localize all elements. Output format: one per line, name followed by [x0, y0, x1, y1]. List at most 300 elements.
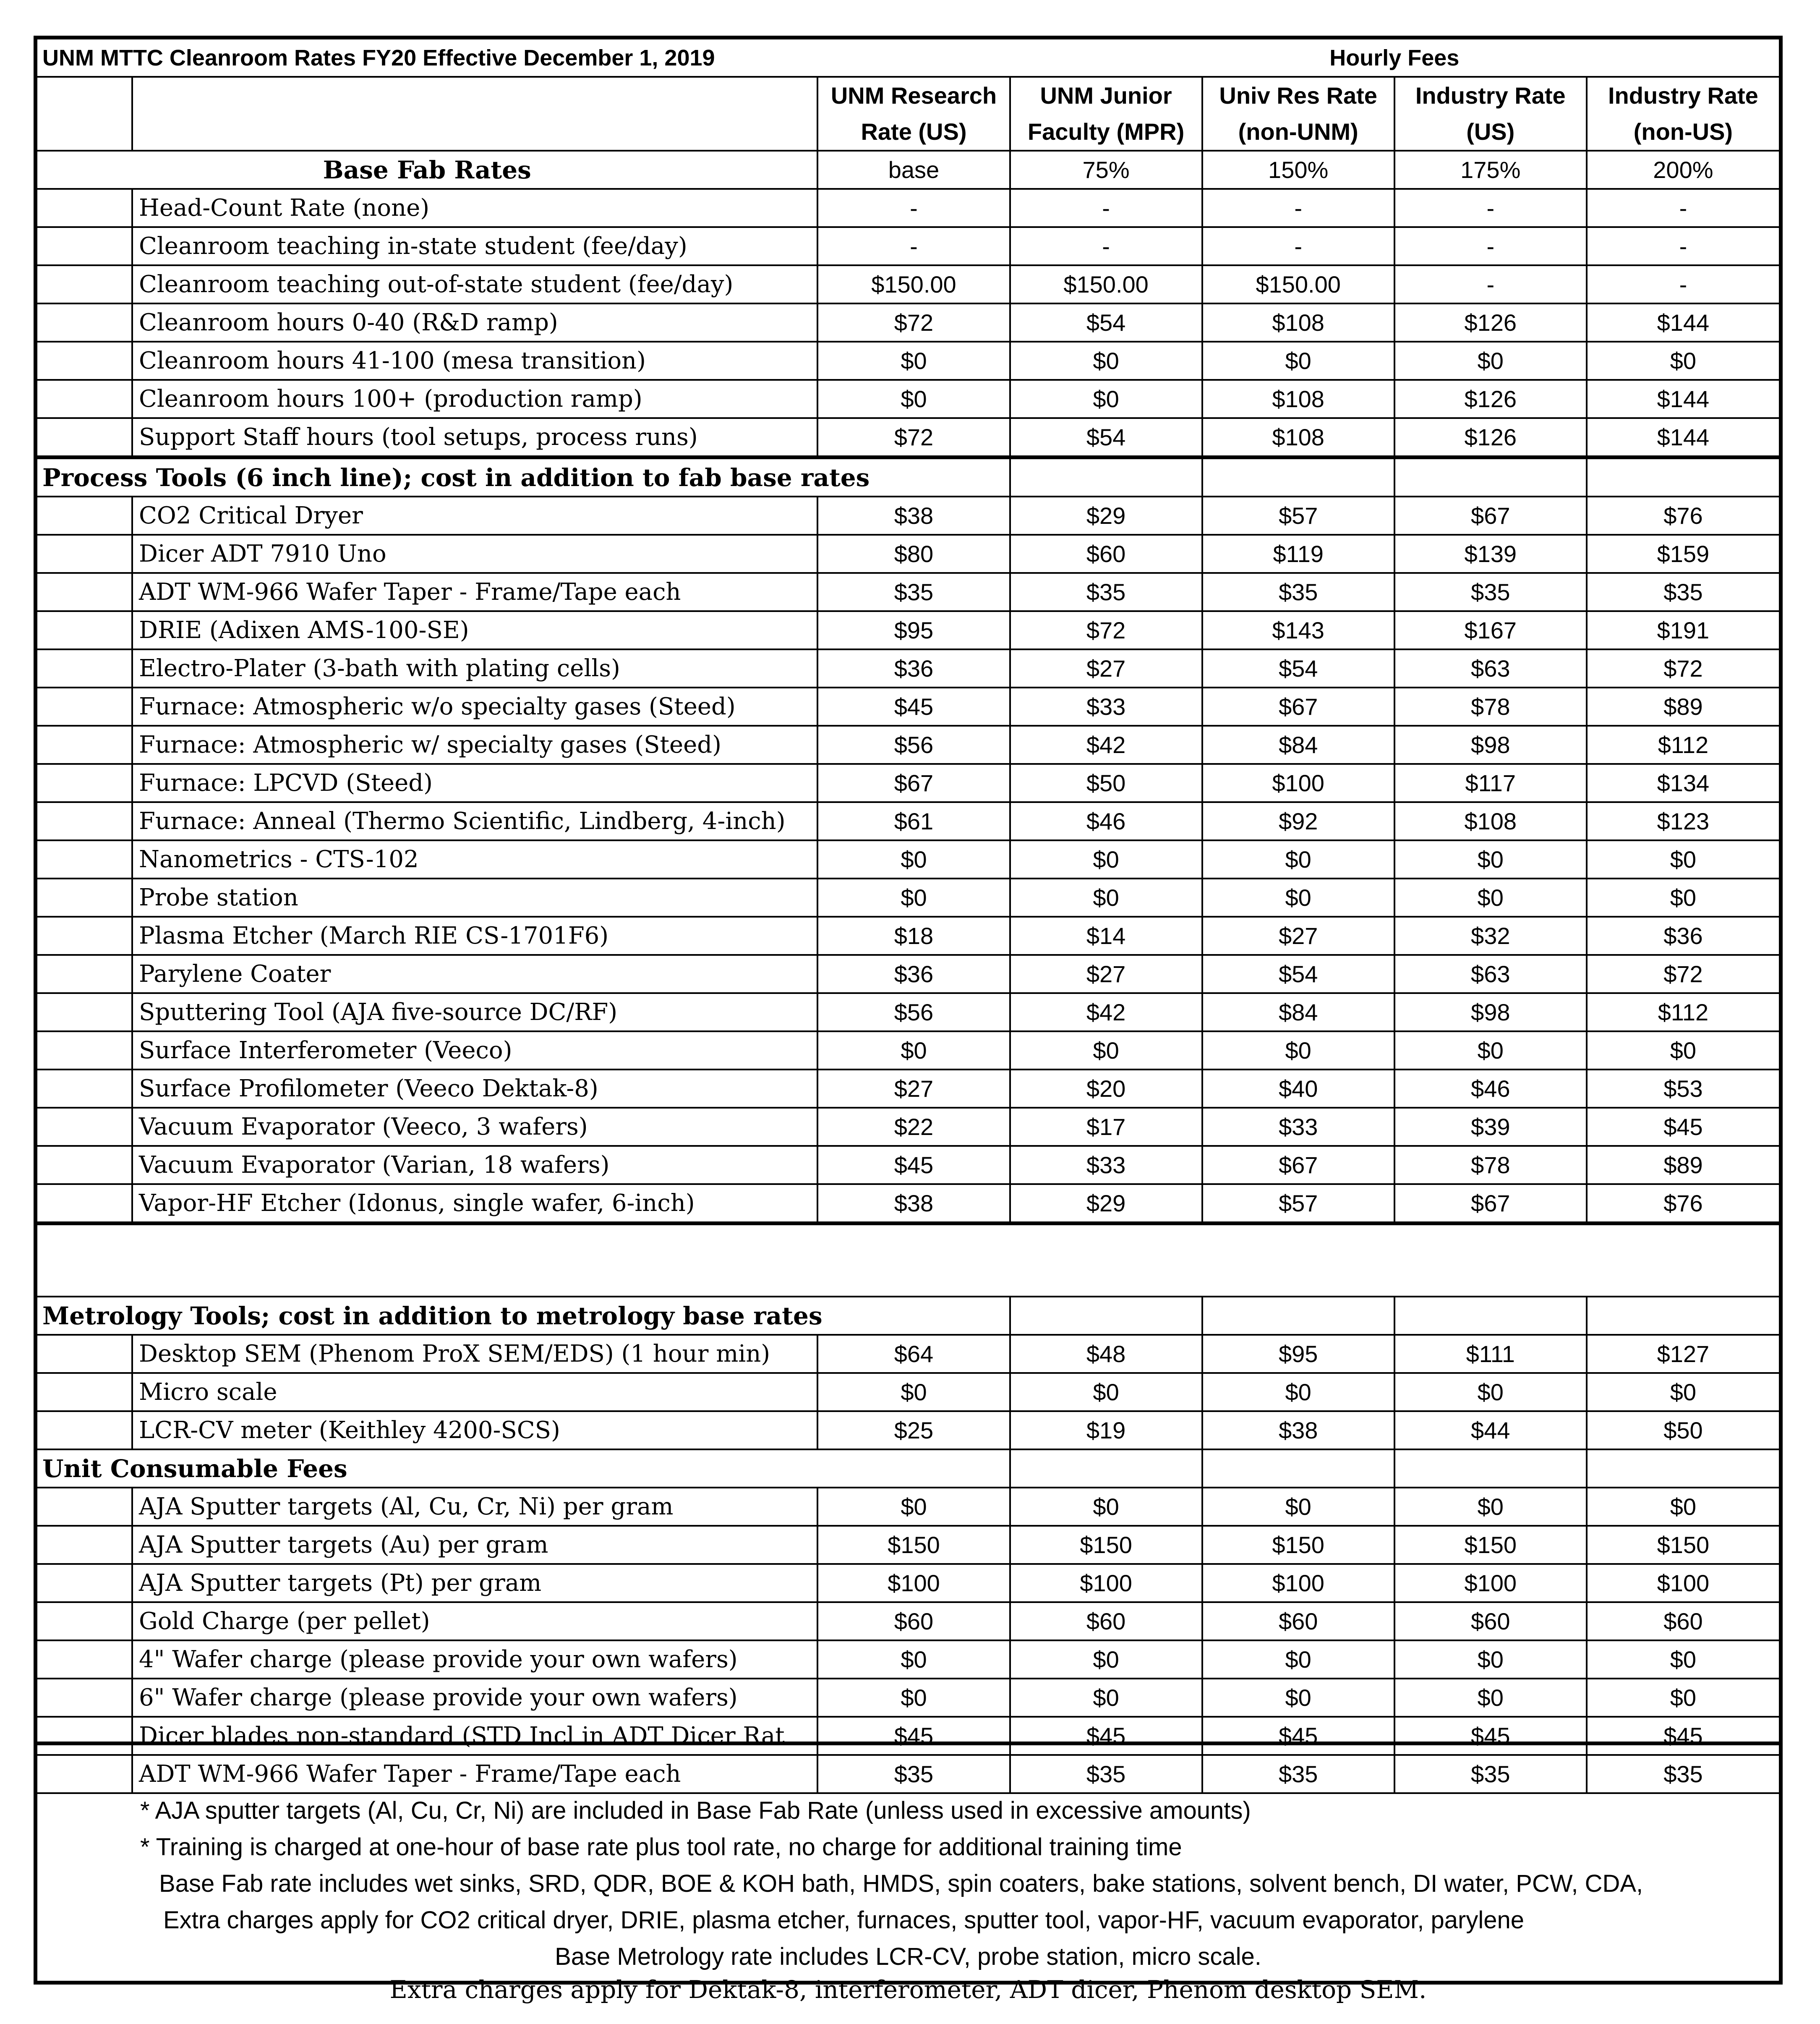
empty-cell — [1587, 1449, 1779, 1488]
rate-cell: $53 — [1587, 1070, 1779, 1108]
row-label: Dicer blades non-standard (STD Incl in ADT Dicer Rat — [132, 1717, 817, 1755]
indent-cell — [37, 764, 132, 802]
empty-cell — [1587, 458, 1779, 497]
row-label: CO2 Critical Dryer — [132, 497, 817, 535]
rate-cell: $0 — [1394, 1373, 1587, 1411]
rate-cell: $100 — [1587, 1564, 1779, 1602]
row-label: AJA Sputter targets (Au) per gram — [132, 1526, 817, 1564]
rate-cell: $54 — [1010, 303, 1202, 342]
table-row — [37, 497, 1779, 535]
rate-cell: $0 — [1394, 1640, 1587, 1679]
row-label: Furnace: Atmospheric w/ specialty gases (Steed) — [132, 726, 817, 764]
indent-cell — [37, 227, 132, 265]
rate-cell: $0 — [1010, 380, 1202, 418]
rate-cell: $126 — [1394, 380, 1587, 418]
indent-cell — [37, 649, 132, 688]
table-row — [37, 611, 1779, 649]
rate-cell: $45 — [1010, 1717, 1202, 1755]
empty-cell — [1394, 1297, 1587, 1335]
rate-cell: $108 — [1202, 303, 1394, 342]
rate-cell: $0 — [817, 879, 1010, 917]
multiplier: 175% — [1394, 151, 1587, 189]
rate-cell: $72 — [1010, 611, 1202, 649]
indent-cell — [37, 1564, 132, 1602]
rate-cell: $144 — [1587, 303, 1779, 342]
rate-cell: $126 — [1394, 418, 1587, 458]
table-row — [37, 1146, 1779, 1184]
rate-cell: $111 — [1394, 1335, 1587, 1373]
rate-cell: $45 — [1587, 1108, 1779, 1146]
rate-cell: $67 — [1202, 688, 1394, 726]
row-label: Micro scale — [132, 1373, 817, 1411]
rate-cell: $191 — [1587, 611, 1779, 649]
rate-cell: $0 — [1587, 1488, 1779, 1526]
indent-cell — [37, 688, 132, 726]
table-row — [37, 1640, 1779, 1679]
rate-cell: $35 — [1202, 1755, 1394, 1793]
rate-cell: - — [1587, 265, 1779, 303]
rate-cell: $0 — [1010, 1488, 1202, 1526]
rate-cell: $38 — [1202, 1411, 1394, 1449]
spacer-cell — [37, 1224, 1779, 1297]
table-row — [37, 1411, 1779, 1449]
row-label: Furnace: Anneal (Thermo Scientific, Lindberg, 4-inch) — [132, 802, 817, 840]
table-row — [37, 1031, 1779, 1070]
rate-cell: $19 — [1010, 1411, 1202, 1449]
rate-cell: $0 — [1394, 1679, 1587, 1717]
row-label: 4" Wafer charge (please provide your own wafers) — [132, 1640, 817, 1679]
rate-cell: $0 — [1394, 840, 1587, 879]
indent-cell — [37, 1411, 132, 1449]
spacer-row — [37, 1224, 1779, 1297]
rate-cell: $100 — [1010, 1564, 1202, 1602]
indent-cell — [37, 840, 132, 879]
rate-cell: $29 — [1010, 497, 1202, 535]
row-label: ADT WM-966 Wafer Taper - Frame/Tape each — [132, 1755, 817, 1793]
rate-cell: $35 — [1010, 573, 1202, 611]
note-line: * Training is charged at one-hour of base rate plus tool rate, no charge for additional training time — [140, 1833, 1182, 1861]
row-label: Cleanroom hours 41-100 (mesa transition) — [132, 342, 817, 380]
indent-cell — [37, 1031, 132, 1070]
rate-cell: $27 — [1010, 649, 1202, 688]
rate-cell: $45 — [817, 688, 1010, 726]
rate-cell: - — [1010, 189, 1202, 227]
indent-cell — [37, 535, 132, 573]
rate-cell: $0 — [1010, 1031, 1202, 1070]
row-label: Head-Count Rate (none) — [132, 189, 817, 227]
rate-cell: $60 — [1010, 535, 1202, 573]
rate-cell: - — [817, 189, 1010, 227]
rate-cell: $50 — [1587, 1411, 1779, 1449]
table-row — [37, 1335, 1779, 1373]
notes-section — [37, 1742, 1779, 2004]
rate-cell: $54 — [1010, 418, 1202, 458]
row-label: AJA Sputter targets (Pt) per gram — [132, 1564, 817, 1602]
rate-cell: - — [1394, 227, 1587, 265]
rate-cell: $150 — [1010, 1526, 1202, 1564]
hourly-fees-label: Hourly Fees — [1010, 39, 1779, 77]
rate-cell: $0 — [1587, 879, 1779, 917]
rate-cell: $0 — [1394, 1488, 1587, 1526]
rate-cell: $139 — [1394, 535, 1587, 573]
indent-cell — [37, 265, 132, 303]
rate-cell: $57 — [1202, 497, 1394, 535]
rate-cell: - — [1394, 265, 1587, 303]
multiplier: base — [817, 151, 1010, 189]
table-row — [37, 342, 1779, 380]
table-row — [37, 1373, 1779, 1411]
rate-cell: $78 — [1394, 688, 1587, 726]
row-label: Surface Interferometer (Veeco) — [132, 1031, 817, 1070]
indent-cell — [37, 303, 132, 342]
rate-cell: - — [1394, 189, 1587, 227]
section-heading: Metrology Tools; cost in addition to metrology base rates — [37, 1297, 1010, 1335]
table-row — [37, 917, 1779, 955]
section-heading-row — [37, 458, 1779, 497]
rate-cell: $38 — [817, 1184, 1010, 1224]
rate-cell: $38 — [817, 497, 1010, 535]
rate-cell: $35 — [1587, 1755, 1779, 1793]
rate-cell: $60 — [1202, 1602, 1394, 1640]
rate-cell: $27 — [817, 1070, 1010, 1108]
rate-cell: $0 — [1202, 1031, 1394, 1070]
rate-cell: $159 — [1587, 535, 1779, 573]
table-row — [37, 535, 1779, 573]
col-header-industry-us: Industry Rate (US) — [1394, 77, 1587, 151]
row-label: Cleanroom teaching out-of-state student (fee/day) — [132, 265, 817, 303]
rate-cell: $46 — [1394, 1070, 1587, 1108]
rate-cell: $108 — [1202, 418, 1394, 458]
rate-sheet — [34, 36, 1783, 2004]
rate-cell: $39 — [1394, 1108, 1587, 1146]
rate-cell: $0 — [1202, 1373, 1394, 1411]
rate-cell: $150 — [817, 1526, 1010, 1564]
rate-cell: $48 — [1010, 1335, 1202, 1373]
row-label: 6" Wafer charge (please provide your own wafers) — [132, 1679, 817, 1717]
rate-cell: $54 — [1202, 649, 1394, 688]
rate-cell: $27 — [1010, 955, 1202, 993]
indent-cell — [37, 1070, 132, 1108]
rate-cell: $63 — [1394, 955, 1587, 993]
table-row — [37, 1526, 1779, 1564]
rate-cell: $20 — [1010, 1070, 1202, 1108]
table-row — [37, 1679, 1779, 1717]
rate-cell: $57 — [1202, 1184, 1394, 1224]
table-row — [37, 802, 1779, 840]
note-line: Extra charges apply for CO2 critical dryer, DRIE, plasma etcher, furnaces, sputter tool, vapor-HF, vacuum evaporator, parylene — [163, 1906, 1524, 1934]
rate-cell: $112 — [1587, 993, 1779, 1031]
rate-cell: $64 — [817, 1335, 1010, 1373]
rate-cell: $40 — [1202, 1070, 1394, 1108]
table-row — [37, 1070, 1779, 1108]
rate-cell: $0 — [1202, 879, 1394, 917]
row-label: Cleanroom teaching in-state student (fee/day) — [132, 227, 817, 265]
rate-cell: $22 — [817, 1108, 1010, 1146]
rate-cell: $0 — [1587, 1679, 1779, 1717]
rate-cell: $72 — [817, 303, 1010, 342]
rate-cell: $127 — [1587, 1335, 1779, 1373]
indent-cell — [37, 726, 132, 764]
rate-cell: $18 — [817, 917, 1010, 955]
indent-cell — [37, 1108, 132, 1146]
base-fab-heading: Base Fab Rates — [37, 151, 817, 189]
table-row — [37, 227, 1779, 265]
rate-cell: $67 — [1202, 1146, 1394, 1184]
row-label: Electro-Plater (3-bath with plating cells) — [132, 649, 817, 688]
rate-cell: $80 — [817, 535, 1010, 573]
rate-cell: $100 — [1394, 1564, 1587, 1602]
rate-cell: $56 — [817, 993, 1010, 1031]
rate-cell: $27 — [1202, 917, 1394, 955]
multiplier: 200% — [1587, 151, 1779, 189]
col-header-industry-non-us: Industry Rate (non-US) — [1587, 77, 1779, 151]
rate-cell: $150 — [1587, 1526, 1779, 1564]
rate-cell: $42 — [1010, 726, 1202, 764]
rate-cell: $46 — [1010, 802, 1202, 840]
rate-cell: $112 — [1587, 726, 1779, 764]
rate-cell: $0 — [817, 1640, 1010, 1679]
indent-cell — [37, 497, 132, 535]
row-label: ADT WM-966 Wafer Taper - Frame/Tape each — [132, 573, 817, 611]
rate-cell: $0 — [1394, 1031, 1587, 1070]
indent-cell — [37, 879, 132, 917]
rate-cell: $14 — [1010, 917, 1202, 955]
rate-cell: $61 — [817, 802, 1010, 840]
header-blank — [37, 77, 132, 151]
empty-cell — [1010, 1297, 1202, 1335]
rate-cell: $33 — [1010, 1146, 1202, 1184]
rate-cell: $29 — [1010, 1184, 1202, 1224]
indent-cell — [37, 1640, 132, 1679]
rate-cell: $33 — [1010, 688, 1202, 726]
rate-cell: $84 — [1202, 726, 1394, 764]
rate-cell: $167 — [1394, 611, 1587, 649]
rate-cell: $119 — [1202, 535, 1394, 573]
row-label: Furnace: Atmospheric w/o specialty gases (Steed) — [132, 688, 817, 726]
empty-cell — [1394, 1449, 1587, 1488]
row-label: Sputtering Tool (AJA five-source DC/RF) — [132, 993, 817, 1031]
empty-cell — [1587, 1297, 1779, 1335]
table-row — [37, 1184, 1779, 1224]
table-row — [37, 688, 1779, 726]
indent-cell — [37, 1335, 132, 1373]
rate-cell: $72 — [1587, 955, 1779, 993]
rate-cell: $67 — [817, 764, 1010, 802]
rate-cell: $0 — [1587, 840, 1779, 879]
table-row — [37, 418, 1779, 458]
rate-cell: $150.00 — [1202, 265, 1394, 303]
row-label: Surface Profilometer (Veeco Dektak-8) — [132, 1070, 817, 1108]
table-row — [37, 303, 1779, 342]
note-line: Base Fab rate includes wet sinks, SRD, QDR, BOE & KOH bath, HMDS, spin coaters, bake stations, solvent bench, DI water, PCW, CDA, — [159, 1870, 1643, 1897]
rate-cell: $89 — [1587, 1146, 1779, 1184]
indent-cell — [37, 1488, 132, 1526]
rate-cell: $60 — [817, 1602, 1010, 1640]
sheet-title: UNM MTTC Cleanroom Rates FY20 Effective December 1, 2019 — [37, 39, 1010, 77]
rate-cell: $100 — [1202, 1564, 1394, 1602]
rate-cell: $95 — [1202, 1335, 1394, 1373]
rate-cell: $95 — [817, 611, 1010, 649]
rate-cell: $35 — [1394, 573, 1587, 611]
rate-cell: $45 — [1587, 1717, 1779, 1755]
table-row — [37, 840, 1779, 879]
rate-cell: $0 — [1587, 1640, 1779, 1679]
rate-cell: $72 — [1587, 649, 1779, 688]
rate-cell: $44 — [1394, 1411, 1587, 1449]
rate-cell: $0 — [817, 380, 1010, 418]
rate-cell: $45 — [1394, 1717, 1587, 1755]
rate-cell: $54 — [1202, 955, 1394, 993]
rate-cell: $33 — [1202, 1108, 1394, 1146]
rate-cell: $108 — [1394, 802, 1587, 840]
row-label: Vapor-HF Etcher (Idonus, single wafer, 6-inch) — [132, 1184, 817, 1224]
rate-cell: $126 — [1394, 303, 1587, 342]
rate-cell: $60 — [1587, 1602, 1779, 1640]
rate-cell: $35 — [1394, 1755, 1587, 1793]
rate-cell: $0 — [1394, 879, 1587, 917]
rate-cell: $0 — [1010, 1373, 1202, 1411]
rate-cell: $0 — [1202, 342, 1394, 380]
empty-cell — [1394, 458, 1587, 497]
rate-cell: $0 — [1202, 840, 1394, 879]
table-row — [37, 1108, 1779, 1146]
rate-cell: $0 — [1394, 342, 1587, 380]
rate-cell: $72 — [817, 418, 1010, 458]
rate-cell: $98 — [1394, 993, 1587, 1031]
rate-cell: $76 — [1587, 1184, 1779, 1224]
note-line: Extra charges apply for Dektak-8, interferometer, ADT dicer, Phenom desktop SEM. — [389, 1975, 1427, 2004]
rate-cell: $0 — [1010, 879, 1202, 917]
col-header-univ-res: Univ Res Rate (non-UNM) — [1202, 77, 1394, 151]
col-header-unm-research: UNM Research Rate (US) — [817, 77, 1010, 151]
multiplier: 150% — [1202, 151, 1394, 189]
rate-cell: $134 — [1587, 764, 1779, 802]
empty-cell — [1010, 458, 1202, 497]
rate-cell: $0 — [1587, 1031, 1779, 1070]
rate-cell: $76 — [1587, 497, 1779, 535]
rate-cell: $35 — [817, 1755, 1010, 1793]
indent-cell — [37, 1146, 132, 1184]
indent-cell — [37, 418, 132, 458]
section-heading-row — [37, 1297, 1779, 1335]
rate-cell: $60 — [1394, 1602, 1587, 1640]
row-label: Cleanroom hours 0-40 (R&D ramp) — [132, 303, 817, 342]
rate-cell: $150 — [1202, 1526, 1394, 1564]
rate-cell: $45 — [817, 1717, 1010, 1755]
row-label: Parylene Coater — [132, 955, 817, 993]
indent-cell — [37, 611, 132, 649]
rates-table — [37, 39, 1779, 1794]
rate-cell: $0 — [1202, 1488, 1394, 1526]
empty-cell — [1202, 1449, 1394, 1488]
rate-cell: $35 — [1010, 1755, 1202, 1793]
row-label: Probe station — [132, 879, 817, 917]
rate-cell: $0 — [1010, 342, 1202, 380]
rate-cell: $100 — [817, 1564, 1010, 1602]
indent-cell — [37, 189, 132, 227]
row-label: Nanometrics - CTS-102 — [132, 840, 817, 879]
rate-cell: $89 — [1587, 688, 1779, 726]
indent-cell — [37, 1526, 132, 1564]
table-row — [37, 993, 1779, 1031]
row-label: Support Staff hours (tool setups, process runs) — [132, 418, 817, 458]
rate-cell: $0 — [1010, 1679, 1202, 1717]
rate-cell: $60 — [1010, 1602, 1202, 1640]
multiplier: 75% — [1010, 151, 1202, 189]
indent-cell — [37, 573, 132, 611]
rate-cell: $45 — [817, 1146, 1010, 1184]
indent-cell — [37, 802, 132, 840]
rate-cell: $67 — [1394, 497, 1587, 535]
rate-cell: - — [817, 227, 1010, 265]
rate-cell: $35 — [817, 573, 1010, 611]
row-label: Furnace: LPCVD (Steed) — [132, 764, 817, 802]
rate-cell: $150.00 — [817, 265, 1010, 303]
rate-cell: $0 — [817, 1373, 1010, 1411]
empty-cell — [1010, 1449, 1202, 1488]
row-label: Gold Charge (per pellet) — [132, 1602, 817, 1640]
rate-cell: $0 — [817, 1488, 1010, 1526]
note-line: * AJA sputter targets (Al, Cu, Cr, Ni) are included in Base Fab Rate (unless used in excessive amounts) — [140, 1797, 1251, 1824]
col-header-unm-junior: UNM Junior Faculty (MPR) — [1010, 77, 1202, 151]
rate-cell: $45 — [1202, 1717, 1394, 1755]
rate-cell: $0 — [1202, 1679, 1394, 1717]
rate-cell: $0 — [817, 1679, 1010, 1717]
indent-cell — [37, 993, 132, 1031]
row-label: Vacuum Evaporator (Veeco, 3 wafers) — [132, 1108, 817, 1146]
rate-cell: $150.00 — [1010, 265, 1202, 303]
rate-cell: - — [1587, 227, 1779, 265]
indent-cell — [37, 917, 132, 955]
rate-cell: $150 — [1394, 1526, 1587, 1564]
rate-cell: $144 — [1587, 418, 1779, 458]
rate-cell: $63 — [1394, 649, 1587, 688]
rate-cell: $123 — [1587, 802, 1779, 840]
indent-cell — [37, 955, 132, 993]
empty-cell — [1202, 1297, 1394, 1335]
rate-cell: $36 — [1587, 917, 1779, 955]
row-label: Desktop SEM (Phenom ProX SEM/EDS) (1 hour min) — [132, 1335, 817, 1373]
indent-cell — [37, 380, 132, 418]
rate-cell: $100 — [1202, 764, 1394, 802]
table-row — [37, 380, 1779, 418]
rate-cell: - — [1587, 189, 1779, 227]
note-line: Base Metrology rate includes LCR-CV, probe station, micro scale. — [555, 1943, 1261, 1970]
indent-cell — [37, 1679, 132, 1717]
rate-cell: $98 — [1394, 726, 1587, 764]
rate-cell: $56 — [817, 726, 1010, 764]
row-label: LCR-CV meter (Keithley 4200-SCS) — [132, 1411, 817, 1449]
rate-cell: $25 — [817, 1411, 1010, 1449]
rate-cell: $0 — [817, 342, 1010, 380]
header-blank — [132, 77, 817, 151]
row-label: Dicer ADT 7910 Uno — [132, 535, 817, 573]
indent-cell — [37, 1184, 132, 1224]
table-row — [37, 1602, 1779, 1640]
table-row — [37, 1564, 1779, 1602]
rate-cell: $67 — [1394, 1184, 1587, 1224]
rate-cell: $35 — [1587, 573, 1779, 611]
rate-cell: $36 — [817, 955, 1010, 993]
table-row — [37, 265, 1779, 303]
rate-cell: $0 — [1587, 342, 1779, 380]
rate-cell: $36 — [817, 649, 1010, 688]
rate-cell: $0 — [817, 840, 1010, 879]
table-row — [37, 1488, 1779, 1526]
rate-cell: $108 — [1202, 380, 1394, 418]
table-row — [37, 879, 1779, 917]
rate-cell: $0 — [1587, 1373, 1779, 1411]
